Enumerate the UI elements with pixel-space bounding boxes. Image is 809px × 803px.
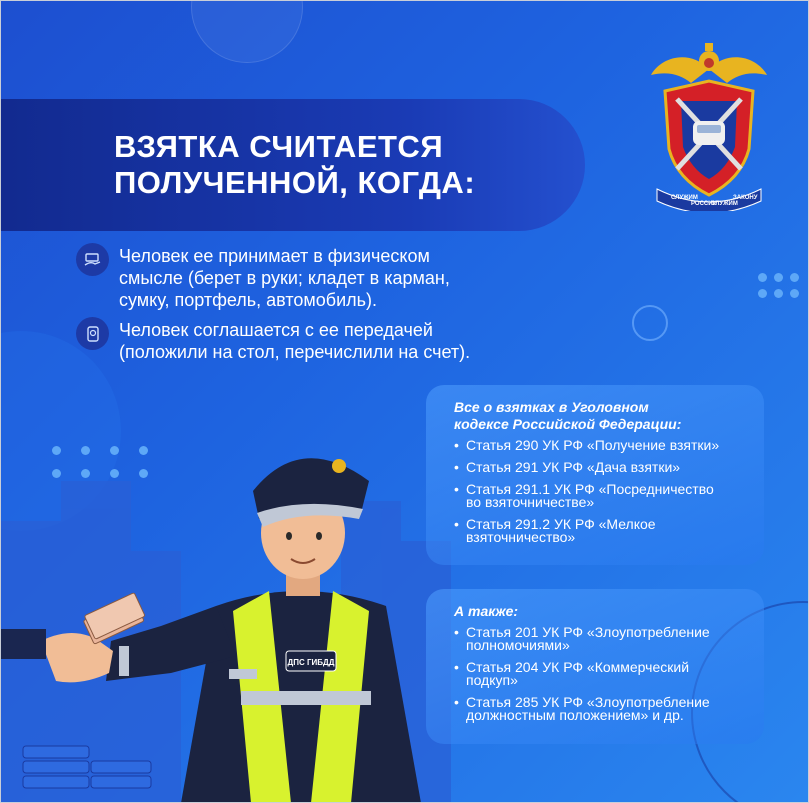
item-text-line: Человек ее принимает в физическом: [119, 246, 430, 266]
card-heading: [454, 399, 750, 433]
item-text-line: сумку, портфель, автомобиль).: [119, 290, 378, 310]
also-card: [426, 589, 764, 744]
article-list: [454, 626, 750, 722]
card-heading-line: Все о взятках в Уголовном: [454, 399, 649, 415]
money-transfer-icon: [76, 317, 109, 350]
officer-badge-text: ДПС ГИБДД: [287, 658, 335, 667]
item-text-line: смысле (берет в руки; кладет в карман,: [119, 268, 450, 288]
emblem-ribbon-text: СЛУЖИМ: [671, 195, 698, 201]
list-item: • Статья 291.2 УК РФ «Мелкое взяточничество»: [454, 518, 750, 544]
list-item: • Статья 285 УК РФ «Злоупотребление должностным положением» и др.: [454, 696, 750, 722]
article-list: [454, 439, 750, 544]
decorative-dots: [758, 273, 799, 298]
emblem-ribbon-text: ЗАКОНУ: [733, 195, 758, 201]
title-line: ВЗЯТКА СЧИТАЕТСЯ: [114, 129, 444, 164]
condition-item: [76, 319, 470, 363]
list-item: • Статья 201 УК РФ «Злоупотребление полномочиями»: [454, 626, 750, 652]
list-item: • Статья 291 УК РФ «Дача взятки»: [454, 461, 750, 474]
item-text-line: (положили на стол, перечислили на счет).: [119, 342, 471, 362]
list-item: • Статья 290 УК РФ «Получение взятки»: [454, 439, 750, 452]
card-heading: [454, 603, 750, 620]
condition-item: [76, 245, 450, 311]
page-title: [114, 129, 475, 201]
emblem-ribbon-text: РОССИИ: [691, 201, 717, 207]
decorative-circle: [191, 0, 303, 63]
criminal-code-card: [426, 385, 764, 565]
card-heading-line: А также:: [454, 603, 519, 619]
emblem-ribbon-text: СЛУЖИМ: [711, 201, 738, 207]
title-line: ПОЛУЧЕННОЙ, КОГДА:: [114, 165, 476, 200]
decorative-ring: [632, 305, 668, 341]
list-item: • Статья 291.1 УК РФ «Посредничество во взяточничестве»: [454, 483, 750, 509]
list-item: • Статья 204 УК РФ «Коммерческий подкуп»: [454, 661, 750, 687]
item-text-line: Человек соглашается с ее передачей: [119, 320, 433, 340]
hand-money-icon: [76, 243, 109, 276]
police-emblem-icon: [649, 39, 769, 211]
card-heading-line: кодексе Российской Федерации:: [454, 416, 682, 432]
